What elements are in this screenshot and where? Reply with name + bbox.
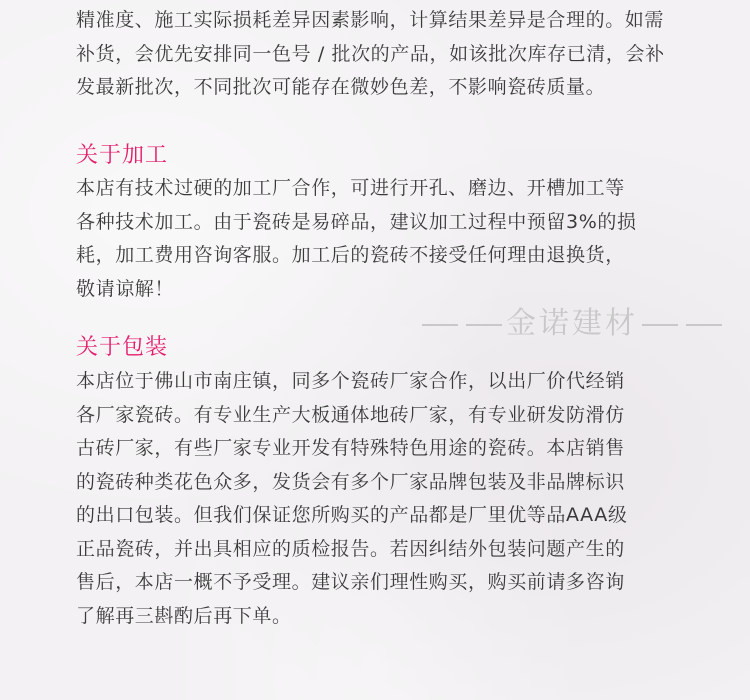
- packaging-heading: 关于包装: [76, 335, 169, 360]
- packaging-paragraph: [76, 365, 676, 633]
- intro-line: 补货，会优先安排同一色号 / 批次的产品，如该批次库存已清，会补: [76, 42, 665, 65]
- packaging-line: 各厂家瓷砖。有专业生产大板通体地砖厂家，有专业研发防滑仿: [76, 403, 625, 426]
- processing-paragraph: [76, 172, 676, 306]
- packaging-line: 古砖厂家，有些厂家专业开发有特殊特色用途的瓷砖。本店销售: [76, 437, 625, 459]
- packaging-line: 售后，本店一概不予受理。建议亲们理性购买，购买前请多咨询: [76, 571, 625, 593]
- packaging-line: 本店位于佛山市南庄镇，同多个瓷砖厂家合作，以出厂价代经销: [76, 370, 625, 392]
- processing-line: 本店有技术过硬的加工厂合作，可进行开孔、磨边、开槽加工等: [76, 177, 625, 199]
- intro-paragraph: [76, 4, 676, 105]
- watermark-dash: [686, 324, 722, 326]
- watermark-dash: [422, 324, 458, 326]
- processing-line: 耗，加工费用咨询客服。加工后的瓷砖不接受任何理由退换货，: [76, 244, 625, 266]
- processing-heading: 关于加工: [76, 143, 169, 168]
- intro-line: 发最新批次，不同批次可能存在微妙色差，不影响瓷砖质量。: [76, 76, 606, 98]
- packaging-line: 的出口包装。但我们保证您所购买的产品都是厂里优等品AAA级: [76, 504, 628, 526]
- brand-watermark: [418, 298, 726, 342]
- packaging-line: 了解再三斟酌后再下单。: [76, 604, 292, 627]
- watermark-text: 金诺建材: [506, 306, 638, 341]
- watermark-dash: [642, 324, 678, 326]
- packaging-line: 的瓷砖种类花色众多，发货会有多个厂家品牌包装及非品牌标识: [76, 470, 625, 493]
- packaging-line: 正品瓷砖，并出具相应的质检报告。若因纠结外包装问题产生的: [76, 537, 625, 560]
- intro-line: 精准度、施工实际损耗差异因素影响，计算结果差异是合理的。如需: [76, 9, 665, 31]
- processing-line: 各种技术加工。由于瓷砖是易碎品，建议加工过程中预留3%的损: [76, 210, 637, 233]
- processing-line: 敬请谅解！: [76, 277, 175, 300]
- watermark-dash: [466, 324, 502, 326]
